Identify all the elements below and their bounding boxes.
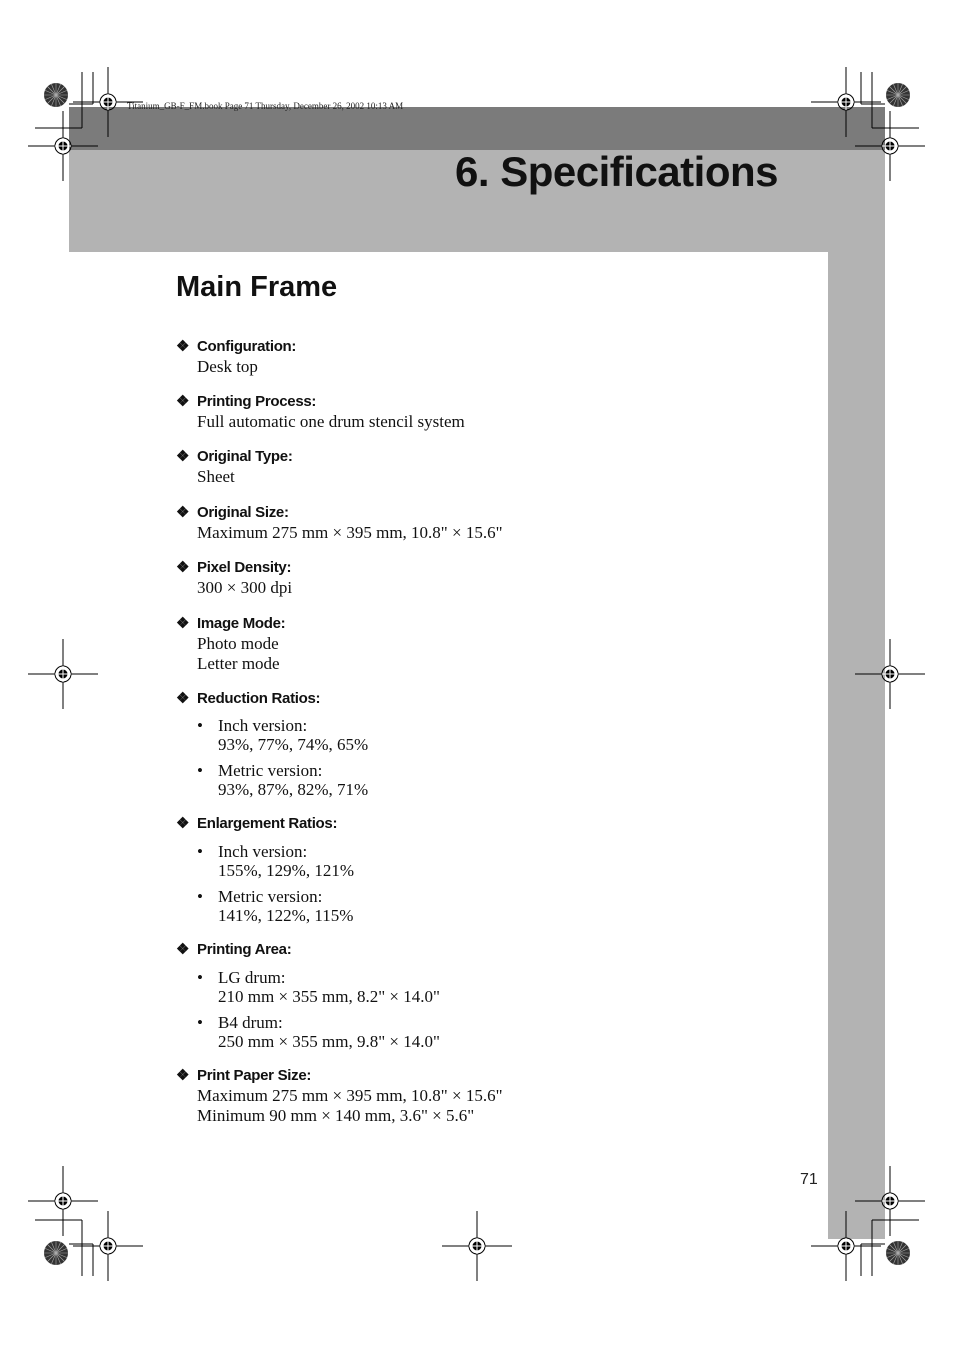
bullet-icon: •: [197, 887, 203, 906]
bullet-line-1: LG drum:: [218, 968, 286, 987]
list-item: [197, 716, 368, 754]
bullet-icon: •: [197, 968, 203, 987]
print-slug: Titanium_GB-F_FM.book Page 71 Thursday, December 26, 2002 10:13 AM: [127, 101, 404, 111]
spec-value: Maximum 275 mm × 395 mm, 10.8" × 15.6": [197, 523, 503, 542]
spec-value: Maximum 275 mm × 395 mm, 10.8" × 15.6": [197, 1086, 503, 1105]
bullet-line-1: Inch version:: [218, 716, 308, 735]
spec-value: Desk top: [197, 357, 258, 376]
section-title: Main Frame: [176, 271, 338, 303]
bullet-line-2: 93%, 87%, 82%, 71%: [218, 780, 369, 799]
spec-value-line-2: Letter mode: [197, 654, 280, 673]
diamond-icon: ❖: [176, 393, 190, 410]
list-item: [197, 968, 440, 1006]
bullet-icon: •: [197, 761, 203, 780]
diamond-icon: ❖: [176, 504, 190, 521]
spec-label: [176, 940, 291, 960]
spec-label: [176, 558, 292, 578]
spec-label: [176, 614, 285, 634]
bullet-line-2: 250 mm × 355 mm, 9.8" × 14.0": [218, 1032, 440, 1051]
diamond-icon: ❖: [176, 815, 190, 832]
bullet-line-2: 141%, 122%, 115%: [218, 906, 354, 925]
list-item: [197, 761, 368, 799]
chapter-title: 6. Specifications: [455, 148, 778, 195]
spec-original-type: [176, 447, 293, 487]
spec-configuration: [176, 337, 296, 377]
spec-original-size: [176, 503, 503, 543]
spec-label-text: Original Type:: [197, 448, 293, 465]
spec-label-text: Printing Area:: [197, 941, 292, 958]
spec-value: 300 × 300 dpi: [197, 578, 293, 597]
spec-label: [176, 814, 337, 834]
diamond-icon: ❖: [176, 690, 190, 707]
spec-image-mode: [176, 614, 285, 674]
bullet-icon: •: [197, 716, 203, 735]
spec-label: [176, 337, 296, 357]
bullet-line-1: B4 drum:: [218, 1013, 283, 1032]
spec-label-text: Reduction Ratios:: [197, 690, 321, 707]
spec-label-text: Printing Process:: [197, 393, 317, 410]
bullet-line-2: 210 mm × 355 mm, 8.2" × 14.0": [218, 987, 440, 1006]
spec-label: [176, 689, 320, 709]
diamond-icon: ❖: [176, 1067, 190, 1084]
bullet-line-1: Metric version:: [218, 761, 323, 780]
diamond-icon: ❖: [176, 941, 190, 958]
spec-value: Sheet: [197, 467, 235, 486]
diamond-icon: ❖: [176, 559, 190, 576]
spec-pixel-density: [176, 558, 292, 598]
spec-label-text: Enlargement Ratios:: [197, 815, 338, 832]
bullet-icon: •: [197, 842, 203, 861]
spec-label-text: Image Mode:: [197, 615, 286, 632]
list-item: [197, 842, 354, 880]
spec-printing-process: [176, 392, 465, 432]
diamond-icon: ❖: [176, 448, 190, 465]
diamond-icon: ❖: [176, 615, 190, 632]
bullet-icon: •: [197, 1013, 203, 1032]
spec-label-text: Print Paper Size:: [197, 1067, 312, 1084]
spec-value: Photo mode: [197, 634, 279, 653]
bullet-line-2: 93%, 77%, 74%, 65%: [218, 735, 369, 754]
spec-enlargement-ratios: [176, 814, 337, 834]
spec-label: [176, 392, 465, 412]
bullet-line-2: 155%, 129%, 121%: [218, 861, 354, 880]
diamond-icon: ❖: [176, 338, 190, 355]
list-item: [197, 887, 353, 925]
spec-print-paper-size: [176, 1066, 503, 1126]
spec-label: [176, 1066, 503, 1086]
spec-label-text: Configuration:: [197, 338, 297, 355]
page-number: 71: [800, 1171, 818, 1188]
list-item: [197, 1013, 440, 1051]
spec-label: [176, 447, 293, 467]
spec-label: [176, 503, 503, 523]
spec-value: Full automatic one drum stencil system: [197, 412, 465, 431]
spec-printing-area: [176, 940, 291, 960]
spec-reduction-ratios: [176, 689, 320, 709]
spec-label-text: Original Size:: [197, 504, 289, 521]
spec-label-text: Pixel Density:: [197, 559, 292, 576]
bullet-line-1: Metric version:: [218, 887, 323, 906]
bullet-line-1: Inch version:: [218, 842, 308, 861]
spec-value-line-2: Minimum 90 mm × 140 mm, 3.6" × 5.6": [197, 1106, 475, 1125]
